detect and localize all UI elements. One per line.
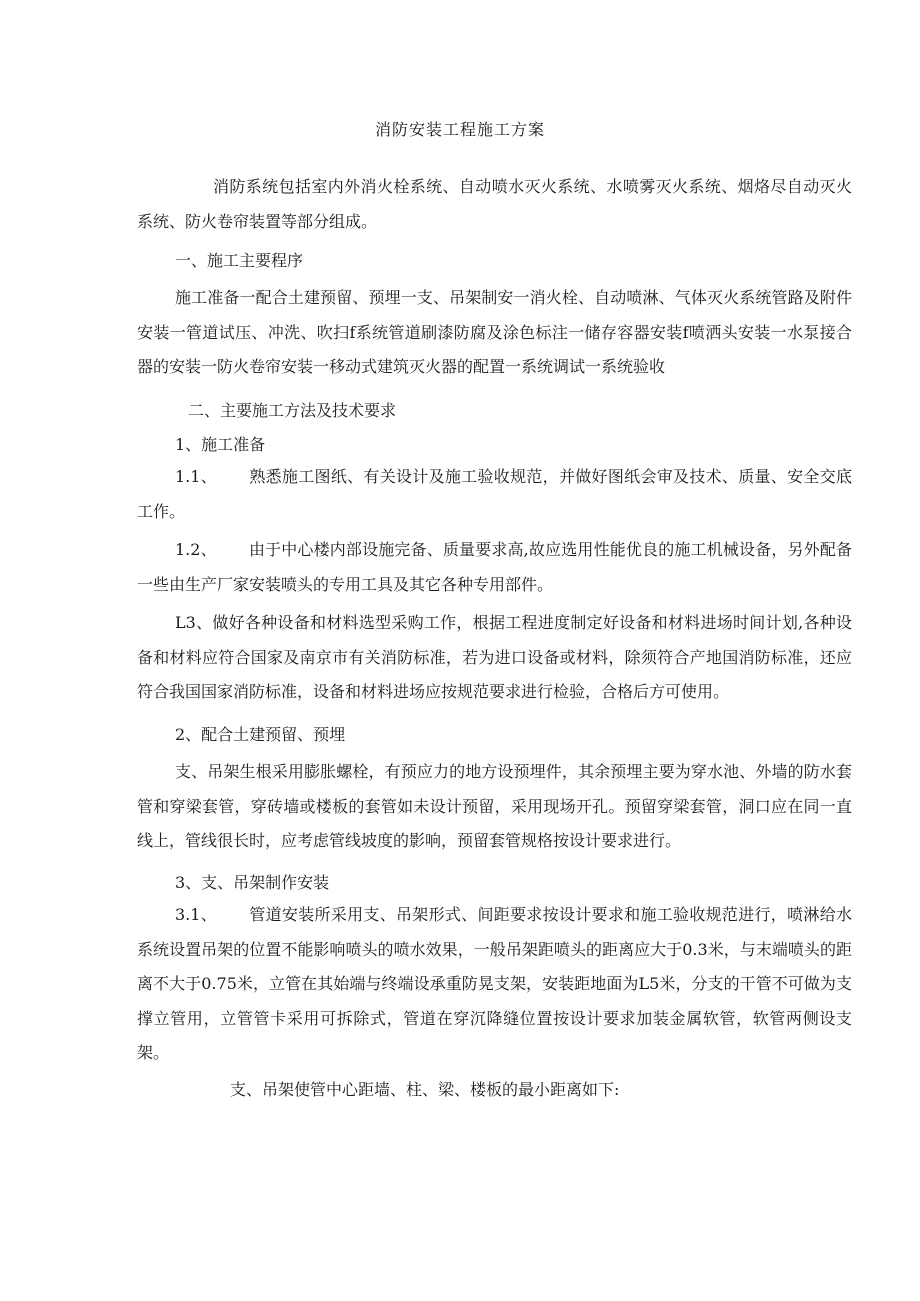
sub3-item1-number: 3.1、: [175, 905, 218, 924]
sub1-item1-number: 1.1、: [175, 467, 218, 486]
sub1-item1: [137, 460, 852, 529]
sub1-item2: [137, 533, 852, 602]
intro-paragraph: 消防系统包括室内外消火栓系统、自动喷水灭火系统、水喷雾灭火系统、烟烙尽自动灭火系统、防火卷帘装置等部分组成。: [137, 177, 852, 231]
sub1-item2-number: 1.2、: [175, 540, 217, 559]
sub1-item1-text: 熟悉施工图纸、有关设计及施工验收规范，并做好图纸会审及技术、质量、安全交底工作。: [137, 467, 852, 521]
document-title: 消防安装工程施工方案: [374, 120, 545, 139]
section1-body: 施工准备一配合土建预留、预埋一支、吊架制安一消火栓、自动喷淋、气体灭火系统管路及附件安装一管道试压、冲洗、吹扫f系统管道刷漆防腐及涂色标注一储存容器安装f喷洒头安装一水泵接合器的安装一防火卷帘安装一移动式建筑灭火器的配置一系统调试一系统验收: [137, 288, 852, 376]
sub3-footer: 支、吊架使管中心距墙、柱、梁、楼板的最小距离如下:: [230, 1080, 620, 1099]
section2-heading: 二、主要施工方法及技术要求: [188, 401, 397, 420]
sub3-item1: [137, 898, 852, 1071]
sub3-heading: 3、支、吊架制作安装: [175, 873, 330, 892]
sub1-item3: L3、做好各种设备和材料选型采购工作，根据工程进度制定好设备和材料进场时间计划,各种设备和材料应符合国家及南京市有关消防标准，若为进口设备或材料，除须符合产地国消防标准，还应符合我国国家消防标准，设备和材料进场应按规范要求进行检验，合格后方可使用。: [137, 613, 852, 701]
sub1-item2-text: 由于中心楼内部设施完备、质量要求高,故应选用性能优良的施工机械设备，另外配备一些由生产厂家安装喷头的专用工具及其它各种专用部件。: [137, 540, 852, 594]
sub3-item1-text: 管道安装所采用支、吊架形式、间距要求按设计要求和施工验收规范进行，喷淋给水系统设置吊架的位置不能影响喷头的喷水效果，一般吊架距喷头的距离应大于0.3米，与末端喷头的距离不大于0.75米，立管在其始端与终端设承重防晃支架，安装距地面为L5米，分支的干管不可做为支撑立管用，立管管卡采用可拆除式，管道在穿沉降缝位置按设计要求加装金属软管，软管两侧设支架。: [137, 905, 852, 1062]
section1-heading: 一、施工主要程序: [175, 251, 304, 270]
sub2-heading: 2、配合土建预留、预埋: [175, 725, 346, 744]
sub1-heading: 1、施工准备: [175, 435, 266, 454]
sub2-body: 支、吊架生根采用膨胀螺栓，有预应力的地方设预埋件，其余预埋主要为穿水池、外墙的防水套管和穿梁套管，穿砖墙或楼板的套管如未设计预留，采用现场开孔。预留穿梁套管，洞口应在同一直线上，管线很长时，应考虑管线坡度的影响，预留套管规格按设计要求进行。: [137, 762, 852, 850]
